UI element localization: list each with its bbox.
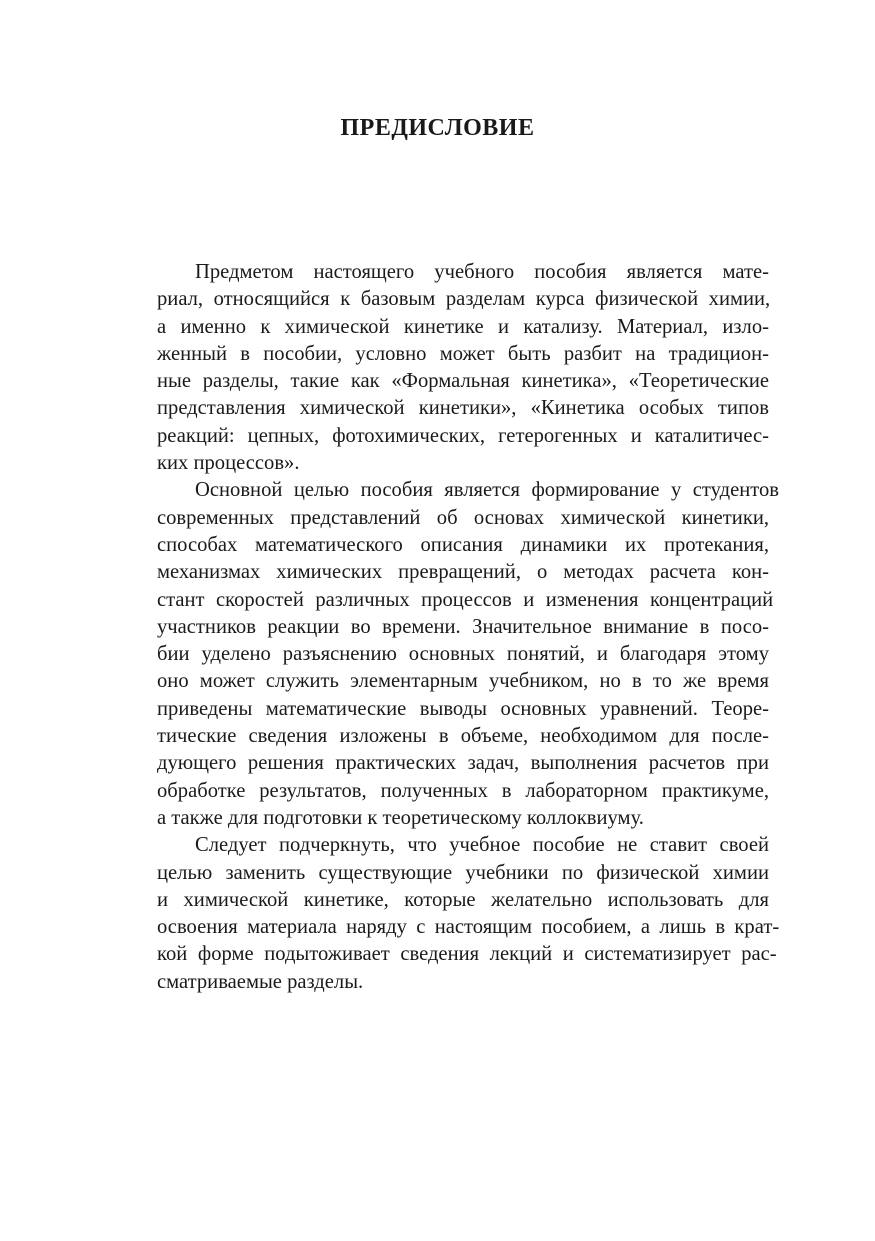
text-line: способах математического описания динамики их протекания, [157,533,769,556]
text-line: механизмах химических превращений, о методах расчета кон- [157,561,769,584]
text-line: бии уделено разъяснению основных понятий, и благодаря этому [157,643,769,666]
text-line: реакций: цепных, фотохимических, гетерогенных и каталитичес- [157,424,769,447]
text-line: оно может служить элементарным учебником, но в то же время [157,670,769,693]
paragraph-3 [119,832,780,996]
text-line: и химической кинетике, которые желательно использовать для [157,888,769,911]
text-line: освоения материала наряду с настоящим пособием, а лишь в крат- [157,916,780,939]
text-line: Предметом настоящего учебного пособия является мате- [195,261,769,283]
text-line: современных представлений об основах химической кинетики, [157,506,769,529]
text-line: риал, относящийся к базовым разделам курса физической химии, [157,288,771,311]
text-line: стант скоростей различных процессов и изменения концентраций [157,588,774,611]
text-line: сматриваемые разделы. [157,970,364,993]
preface-body [119,259,780,996]
text-line: целью заменить существующие учебники по физической химии [157,861,769,884]
text-line: Следует подчеркнуть, что учебное пособие не ставит своей [195,834,769,857]
text-line: ких процессов». [157,452,300,475]
paragraph-2 [119,477,780,832]
text-line: а именно к химической кинетике и катализу. Материал, изло- [157,315,769,338]
text-line: приведены математические выводы основных уравнений. Теоре- [157,697,769,720]
text-line: представления химической кинетики», «Кинетика особых типов [157,397,769,420]
text-line: дующего решения практических задач, выполнения расчетов при [157,752,769,775]
paragraph-1 [119,259,769,477]
text-line: женный в пособии, условно может быть разбит на традицион- [157,342,769,365]
page-title: ПРЕДИСЛОВИЕ [340,115,535,141]
text-line: а также для подготовки к теоретическому коллоквиуму. [157,806,644,829]
text-line: участников реакции во времени. Значительное внимание в посо- [157,615,769,638]
text-line: Основной целью пособия является формирование у студентов [195,479,780,502]
text-line: ные разделы, такие как «Формальная кинетика», «Теоретические [157,370,769,393]
text-line: кой форме подытоживает сведения лекций и систематизирует рас- [157,943,777,966]
text-line: тические сведения изложены в объеме, необходимом для после- [157,725,769,748]
text-line: обработке результатов, полученных в лабораторном практикуме, [157,779,769,802]
